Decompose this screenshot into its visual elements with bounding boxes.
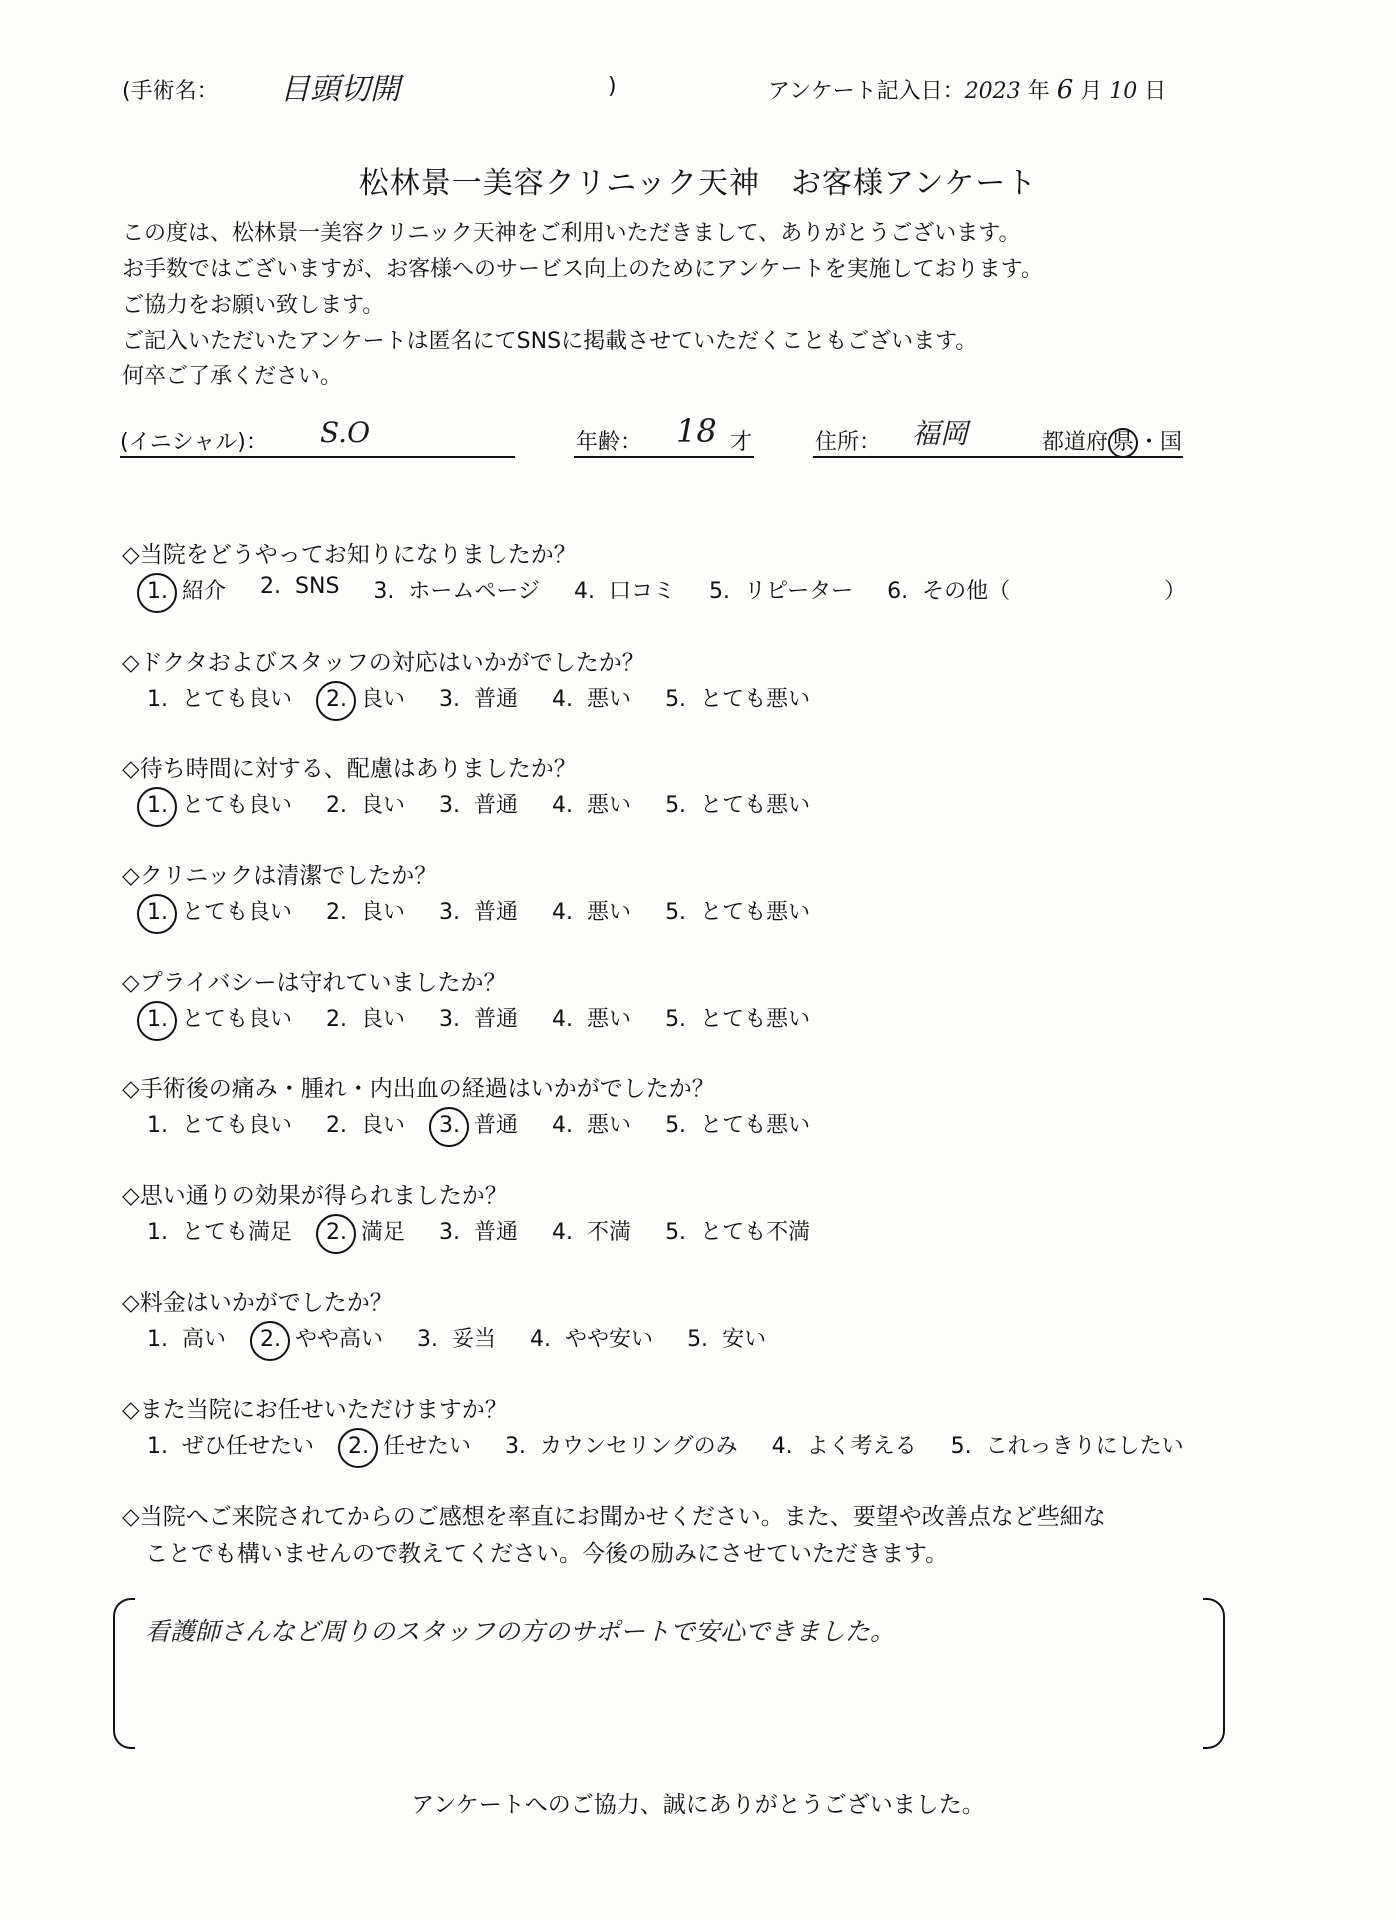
option-number: 4. [530, 1327, 552, 1352]
option-label: とても満足 [182, 1220, 293, 1245]
intro-line: 何卒ご了承ください。 [122, 364, 343, 389]
option-number: 5. [665, 1007, 687, 1032]
option-number: 1. [147, 1113, 168, 1138]
option-label: ぜひ任せたい [182, 1434, 315, 1459]
option-label: とても悪い [700, 1007, 811, 1032]
option-number: 4. [552, 687, 574, 712]
month-unit: 月 [1080, 79, 1103, 104]
option[interactable] [665, 895, 810, 926]
page-title: 松林景一美容クリニック天神 お客様アンケート [358, 166, 1038, 201]
option-label: 良い [361, 1007, 406, 1032]
option[interactable] [709, 574, 853, 605]
option[interactable] [505, 1429, 738, 1460]
option-number: 2. [260, 1327, 282, 1352]
option[interactable] [552, 1002, 631, 1033]
option-label: 悪い [587, 1113, 632, 1138]
option-number: 2. [326, 1220, 348, 1245]
option-selected[interactable] [147, 574, 226, 605]
procedure-value: 目頭切開 [280, 72, 400, 107]
option-number: 1. [147, 793, 168, 818]
pref-to: 都 [1042, 430, 1065, 455]
day-unit: 日 [1144, 79, 1167, 104]
option-selected[interactable] [147, 1002, 292, 1033]
option-number: 1. [147, 1007, 168, 1032]
option-number: 3. [417, 1327, 439, 1352]
option-selected[interactable] [326, 682, 405, 713]
option[interactable] [552, 895, 631, 926]
option-number: 3. [505, 1434, 527, 1459]
option-number: 1. [147, 1434, 168, 1459]
option-label: 口コミ [608, 579, 675, 604]
option-label: これっきりにしたい [985, 1434, 1184, 1459]
feedback-question: ◇当院へご来院されてからのご感想を率直にお聞かせください。また、要望や改善点など些細な [122, 1504, 1106, 1530]
option-number: 5. [665, 1113, 687, 1138]
procedure-label: (手術名： [122, 79, 219, 104]
question-8-options [147, 1322, 800, 1353]
feedback-box[interactable] [113, 1598, 1225, 1745]
option-label: その他（ ） [922, 579, 1187, 604]
question-9: ◇また当院にお任せいただけますか？ [122, 1397, 508, 1423]
feedback-question-cont: ことでも構いませんので教えてください。今後の励みにさせていただきます。 [122, 1541, 949, 1567]
option[interactable] [326, 895, 405, 926]
question-3-options [147, 788, 844, 819]
option[interactable] [147, 682, 292, 713]
option-label: 悪い [587, 687, 632, 712]
option[interactable] [552, 788, 631, 819]
option[interactable] [439, 788, 518, 819]
option-number: 5. [708, 579, 730, 604]
date-month: 6 [1056, 75, 1074, 105]
option[interactable] [530, 1322, 653, 1353]
option[interactable] [574, 574, 675, 605]
option-label: とても悪い [700, 793, 811, 818]
address-value: 福岡 [912, 417, 969, 450]
option-number: 4. [552, 1113, 574, 1138]
feedback-answer: 看護師さんなど周りのスタッフの方のサポートで安心できました。 [145, 1617, 896, 1646]
question-8: ◇料金はいかがでしたか？ [122, 1290, 393, 1316]
date-label: アンケート記入日： [768, 79, 965, 104]
option-label: 悪い [587, 900, 632, 925]
option[interactable] [373, 574, 540, 605]
option-selected[interactable] [326, 1215, 405, 1246]
option-number: 3. [439, 1220, 461, 1245]
pref-ken-selected[interactable]: 県 [1108, 428, 1138, 458]
intro-line: この度は、松林景一美容クリニック天神をご利用いただきまして、ありがとうございます。 [122, 221, 1021, 246]
option-number: 2. [326, 1113, 348, 1138]
option-label: とても良い [182, 793, 293, 818]
option-label: やや高い [295, 1327, 384, 1352]
option[interactable] [665, 1215, 810, 1246]
option-label: 悪い [587, 793, 632, 818]
option[interactable] [552, 1108, 631, 1139]
option-number: 2. [326, 1007, 348, 1032]
option-label: 不満 [587, 1220, 632, 1245]
option-number: 5. [665, 1220, 687, 1245]
option-selected[interactable] [260, 1322, 383, 1353]
option[interactable] [665, 1108, 810, 1139]
option[interactable] [665, 788, 810, 819]
option-selected[interactable] [348, 1429, 471, 1460]
option-number: 4. [552, 793, 574, 818]
pref-fu: 府 [1086, 430, 1109, 455]
option[interactable] [147, 1215, 292, 1246]
option[interactable] [326, 1002, 405, 1033]
option-label: 普通 [474, 687, 519, 712]
age-value: 18 [676, 412, 717, 450]
option[interactable] [439, 895, 518, 926]
question-7-options [147, 1215, 844, 1246]
survey-date [768, 74, 1166, 105]
bracket-right [1203, 1598, 1225, 1749]
bracket-left [113, 1598, 135, 1749]
option-number: 3. [439, 1007, 461, 1032]
question-2: ◇ドクタおよびスタッフの対応はいかがでしたか？ [122, 650, 645, 676]
question-5: ◇プライバシーは守れていましたか？ [122, 970, 507, 996]
option-label: とても良い [182, 900, 293, 925]
option-label: 普通 [474, 900, 519, 925]
option-label: 良い [361, 900, 406, 925]
option-label: とても悪い [700, 900, 811, 925]
option-selected[interactable] [147, 895, 292, 926]
initial-label: (イニシャル)： [120, 430, 268, 455]
intro-line: ご記入いただいたアンケートは匿名にてSNSに掲載させていただくこともございます。 [122, 329, 978, 354]
question-4: ◇クリニックは清潔でしたか？ [122, 863, 438, 889]
option-number: 4. [552, 1007, 574, 1032]
question-7: ◇思い通りの効果が得られましたか？ [122, 1183, 508, 1209]
option-number: 5. [665, 900, 687, 925]
option-label: 安い [722, 1327, 767, 1352]
option-label: とても良い [182, 1007, 293, 1032]
footer-thanks: アンケートへのご協力、誠にありがとうございました。 [411, 1792, 985, 1818]
option-label: 良い [361, 1113, 406, 1138]
option-label: 満足 [361, 1220, 406, 1245]
option-number: 4. [552, 900, 574, 925]
option-number: 2. [260, 574, 282, 599]
option[interactable] [552, 1215, 631, 1246]
procedure-close: ) [608, 74, 617, 99]
date-year: 2023 [964, 79, 1021, 104]
option-number: 1. [147, 1327, 168, 1352]
option-number: 3. [439, 1113, 461, 1138]
question-3: ◇待ち時間に対する、配慮はありましたか？ [122, 756, 577, 782]
year-unit: 年 [1027, 79, 1050, 104]
option-label: 高い [182, 1327, 227, 1352]
option-number: 3. [439, 793, 461, 818]
option[interactable] [439, 1002, 518, 1033]
question-1: ◇当院をどうやってお知りになりましたか？ [122, 542, 577, 568]
question-9-options [147, 1429, 1218, 1460]
option-label: SNS [295, 574, 340, 599]
option[interactable] [147, 1429, 314, 1460]
intro-line: ご協力をお願い致します。 [122, 293, 385, 318]
option-label: 良い [361, 793, 406, 818]
option-number: 4. [771, 1434, 793, 1459]
pref-do: 道 [1064, 430, 1087, 455]
option-number: 4. [552, 1220, 574, 1245]
question-4-options [147, 895, 844, 926]
option-label: リピーター [743, 579, 854, 604]
option[interactable] [665, 1002, 810, 1033]
option-number: 3. [439, 900, 461, 925]
option[interactable] [665, 682, 810, 713]
option[interactable] [326, 1108, 405, 1139]
option-label: 普通 [474, 1007, 519, 1032]
option-label: やや安い [565, 1327, 654, 1352]
question-5-options [147, 1002, 844, 1033]
option-number: 2. [348, 1434, 370, 1459]
option[interactable] [417, 1322, 496, 1353]
option-number: 3. [373, 579, 395, 604]
option-selected[interactable] [147, 788, 292, 819]
option-number: 1. [147, 1220, 168, 1245]
option[interactable] [439, 682, 518, 713]
option-number: 2. [326, 900, 348, 925]
option-label: 普通 [474, 793, 519, 818]
option-label: とても良い [182, 687, 293, 712]
question-2-options [147, 682, 844, 713]
option-number: 5. [950, 1434, 972, 1459]
option[interactable] [147, 1108, 292, 1139]
option-number: 5. [665, 793, 687, 818]
option[interactable] [772, 1429, 917, 1460]
option[interactable] [326, 788, 405, 819]
initial-value: S.O [320, 416, 371, 449]
option[interactable] [687, 1322, 766, 1353]
option[interactable] [260, 574, 339, 605]
option-label: 妥当 [452, 1327, 497, 1352]
option-label: とても悪い [700, 1113, 811, 1138]
option-label: とても不満 [700, 1220, 811, 1245]
option[interactable] [887, 574, 1186, 605]
option[interactable] [147, 1322, 226, 1353]
option-number: 2. [326, 687, 348, 712]
question-6: ◇手術後の痛み・腫れ・内出血の経過はいかがでしたか？ [122, 1076, 715, 1102]
option-label: 普通 [474, 1113, 519, 1138]
age-label: 年齢： [576, 430, 643, 455]
option-label: ホームページ [408, 579, 540, 604]
option-selected[interactable] [439, 1108, 518, 1139]
option-number: 2. [326, 793, 348, 818]
option-number: 5. [665, 687, 687, 712]
option-label: とても良い [182, 1113, 293, 1138]
option-number: 3. [439, 687, 461, 712]
option-number: 6. [887, 579, 909, 604]
age-unit: 才 [730, 430, 753, 455]
address-label: 住所： [815, 430, 882, 455]
option-label: よく考える [806, 1434, 917, 1459]
question-1-options [147, 574, 1220, 605]
option-number: 1. [147, 579, 168, 604]
option[interactable] [951, 1429, 1184, 1460]
option-label: とても悪い [700, 687, 811, 712]
prefecture-type [1042, 425, 1182, 458]
option-label: 良い [361, 687, 406, 712]
option-label: 普通 [474, 1220, 519, 1245]
option-label: 悪い [587, 1007, 632, 1032]
option-label: 紹介 [182, 579, 227, 604]
date-day: 10 [1109, 79, 1138, 104]
option-number: 1. [147, 900, 168, 925]
option-label: カウンセリングのみ [540, 1434, 738, 1459]
option[interactable] [552, 682, 631, 713]
option-number: 1. [147, 687, 168, 712]
pref-koku: ・国 [1138, 430, 1183, 455]
option[interactable] [439, 1215, 518, 1246]
option-number: 4. [573, 579, 595, 604]
intro-line: お手数ではございますが、お客様へのサービス向上のためにアンケートを実施しております。 [122, 257, 1043, 282]
option-label: 任せたい [383, 1434, 472, 1459]
question-6-options [147, 1108, 844, 1139]
option-number: 5. [687, 1327, 709, 1352]
